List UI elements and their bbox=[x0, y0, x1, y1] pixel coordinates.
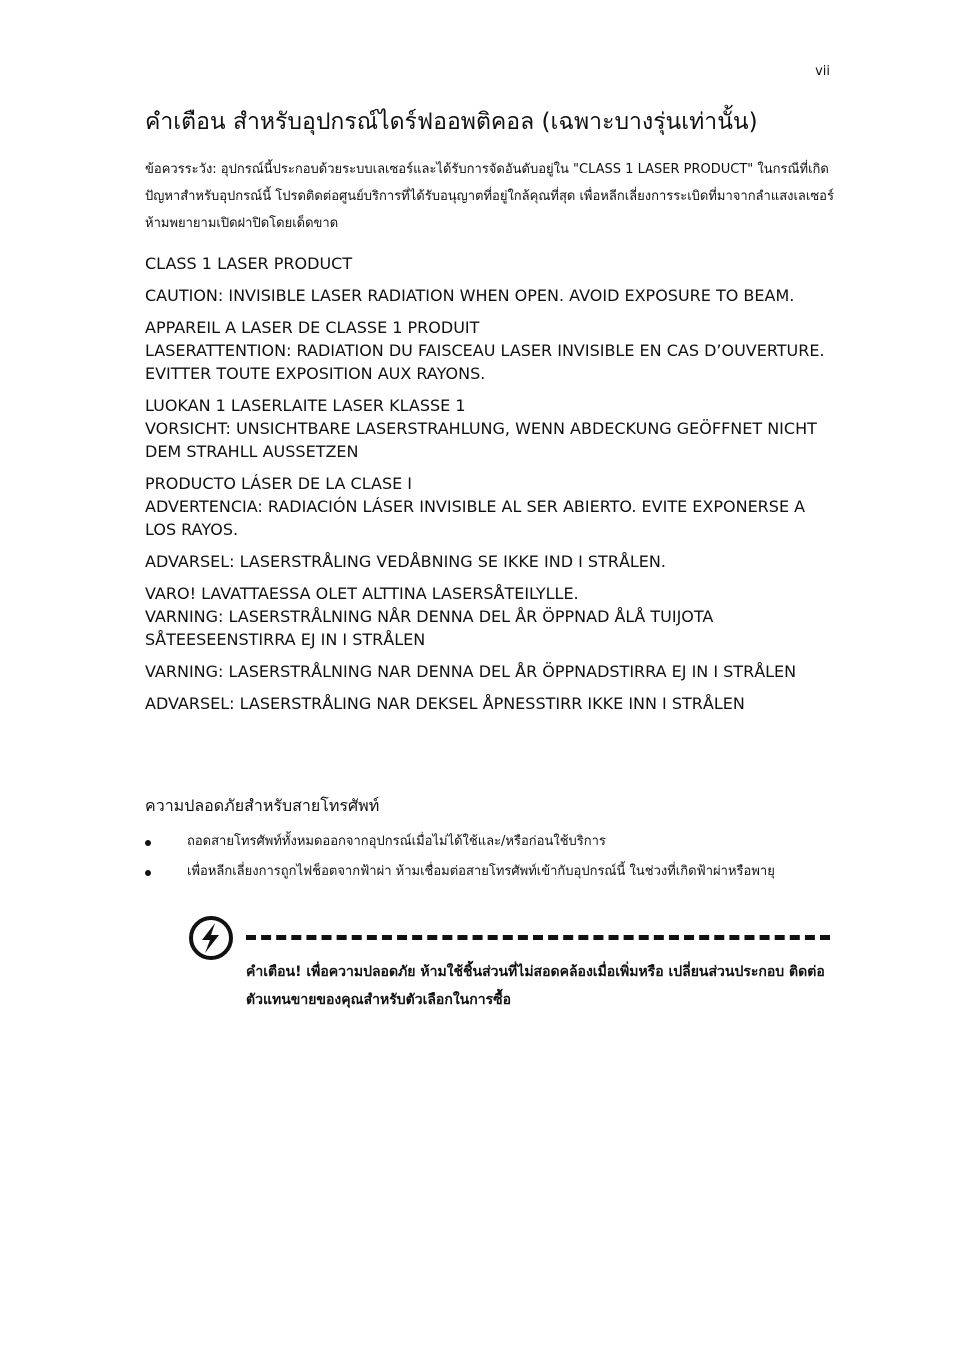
phone-safety-heading: ความปลอดภัยสำหรับสายโทรศัพท์ bbox=[145, 796, 380, 815]
list-item bbox=[145, 858, 835, 886]
laser-paragraph bbox=[145, 284, 835, 307]
laser-line: ADVERTENCIA: RADIACIÓN LÁSER INVISIBLE AL SER ABIERTO. EVITE EXPONERSE A LOS RAYOS. bbox=[145, 497, 806, 539]
page-title: คำเตือน สำหรับอุปกรณ์ไดร์ฟออพติคอล (เฉพาะบางรุ่นเท่านั้น) bbox=[145, 109, 758, 135]
laser-line: PRODUCTO LÁSER DE LA CLASE I bbox=[145, 474, 413, 493]
laser-line: VARO! LAVATTAESSA OLET ALTTINA LASERSÅTEILYLLE. bbox=[145, 584, 579, 603]
laser-paragraph bbox=[145, 472, 835, 541]
dotted-divider bbox=[246, 935, 830, 940]
bullet-icon bbox=[145, 870, 151, 876]
bullet-icon bbox=[145, 840, 151, 846]
laser-line: APPAREIL A LASER DE CLASSE 1 PRODUIT bbox=[145, 318, 480, 337]
laser-line: VARNING: LASERSTRÅLNING NAR DENNA DEL ÅR ÖPPNADSTIRRA EJ IN I STRÅLEN bbox=[145, 662, 797, 681]
laser-line: LASERATTENTION: RADIATION DU FAISCEAU LASER INVISIBLE EN CAS D’OUVERTURE. EVITTER TOUTE EXPOSITION AUX RAYONS. bbox=[145, 341, 825, 383]
laser-paragraph bbox=[145, 252, 835, 275]
list-item-text: เพื่อหลีกเลี่ยงการถูกไฟช็อตจากฟ้าผ่า ห้ามเชื่อมต่อสายโทรศัพท์เข้ากับอุปกรณ์นี้ ในช่วงที่เกิดฟ้าผ่าหรือพายุ bbox=[187, 864, 775, 879]
laser-line: ADVARSEL: LASERSTRÅLING NAR DEKSEL ÅPNESSTIRR IKKE INN I STRÅLEN bbox=[145, 694, 745, 713]
laser-line: CLASS 1 LASER PRODUCT bbox=[145, 254, 353, 273]
laser-paragraph bbox=[145, 550, 835, 573]
laser-line: ADVARSEL: LASERSTRÅLING VEDÅBNING SE IKKE IND I STRÅLEN. bbox=[145, 552, 666, 571]
list-item-text: ถอดสายโทรศัพท์ทั้งหมดออกจากอุปกรณ์เมื่อไม่ได้ใช้และ/หรือก่อนใช้บริการ bbox=[187, 834, 606, 849]
laser-paragraph bbox=[145, 394, 835, 463]
laser-paragraph bbox=[145, 316, 835, 385]
phone-safety-list bbox=[145, 828, 835, 888]
list-item bbox=[145, 828, 835, 856]
page-number: vii bbox=[815, 64, 830, 79]
warning-text: คำเตือน! เพื่อความปลอดภัย ห้ามใช้ชิ้นส่วนที่ไม่สอดคล้องเมื่อเพิ่มหรือ เปลี่ยนส่วนประกอบ ติดต่อตัวแทนขายของคุณสำหรับตัวเลือกในการซื้อ bbox=[246, 964, 825, 1008]
laser-line: VORSICHT: UNSICHTBARE LASERSTRAHLUNG, WENN ABDECKUNG GEÖFFNET NICHT DEM STRAHLL AUSSETZEN bbox=[145, 419, 817, 461]
laser-line: LUOKAN 1 LASERLAITE LASER KLASSE 1 bbox=[145, 396, 466, 415]
laser-warnings bbox=[145, 252, 835, 724]
laser-paragraph bbox=[145, 692, 835, 715]
lightning-warning-icon bbox=[188, 915, 234, 961]
laser-paragraph bbox=[145, 582, 835, 651]
laser-line: VARNING: LASERSTRÅLNING NÅR DENNA DEL ÅR ÖPPNAD ÅLÅ TUIJOTA SÅTEESEENSTIRRA EJ IN I STRÅLEN bbox=[145, 607, 714, 649]
intro-paragraph: ข้อควรระวัง: อุปกรณ์นี้ประกอบด้วยระบบเลเซอร์และได้รับการจัดอันดับอยู่ใน "CLASS 1 LASER PRODUCT" ในกรณีที่เกิดปัญหาสำหรับอุปกรณ์นี้ โปรดติดต่อศูนย์บริการที่ได้รับอนุญาตที่อยู่ใกล้คุณที่สุด เพื่อหลีกเลี่ยงการระเบิดที่มาจากลำแสงเลเซอร์ ห้ามพยายามเปิดฝาปิดโดยเด็ดขาด bbox=[145, 162, 834, 231]
laser-line: CAUTION: INVISIBLE LASER RADIATION WHEN OPEN. AVOID EXPOSURE TO BEAM. bbox=[145, 286, 795, 305]
laser-paragraph bbox=[145, 660, 835, 683]
